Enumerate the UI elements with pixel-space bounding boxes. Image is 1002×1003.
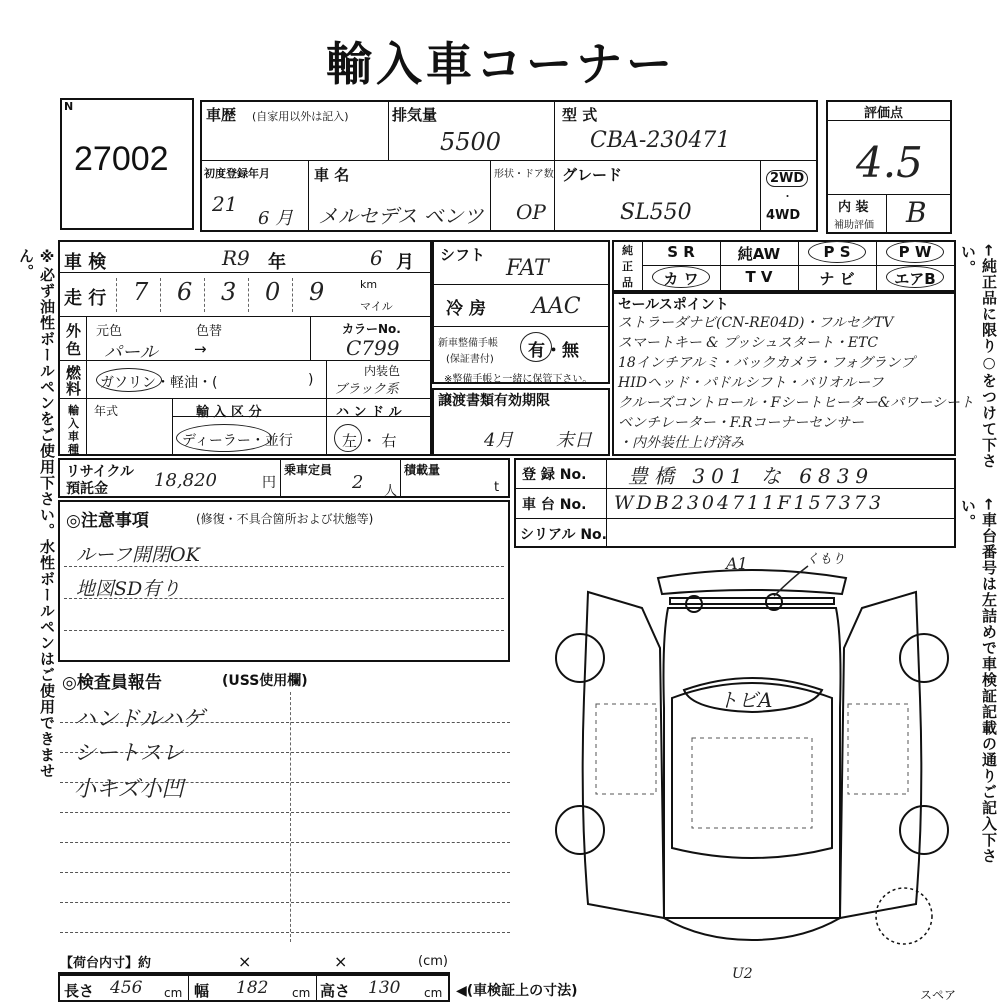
height-label: 高さ: [320, 982, 351, 1000]
shaken-era: R9: [222, 246, 250, 270]
mileage-digit: 7: [133, 278, 149, 306]
mileage-digit-cell: [116, 278, 157, 312]
shaken-label: 車 検: [64, 252, 107, 273]
maintenance-circle: [520, 332, 552, 362]
notes-label: ◎注意事項: [66, 511, 149, 531]
first-reg-month: 6 月: [258, 208, 294, 229]
capacity-value: 2: [352, 472, 364, 493]
interior-score-value: B: [906, 196, 927, 229]
lot-number: 27002: [74, 140, 169, 178]
transfer-month: 4月: [484, 430, 514, 451]
import-label-2: 入: [68, 417, 79, 430]
score-value: 4.5: [856, 138, 923, 187]
fuel-label-2: 料: [66, 380, 82, 398]
shift-value: FAT: [506, 256, 549, 281]
side-note-right-top: ←純正品に限り○をつけて下さい。: [959, 244, 998, 469]
genuine-label-3: 品: [622, 276, 633, 289]
maintenance-sub: (保証書付): [446, 354, 494, 365]
load-label: 積載量: [404, 463, 441, 477]
diagram-roof-mark: トビA: [718, 688, 773, 712]
shape-value: OP: [516, 200, 546, 224]
diagram-spare-label: スペア: [920, 988, 957, 1002]
page-title: 輸入車コーナー: [326, 37, 676, 91]
length-value: 456: [110, 978, 143, 998]
first-reg-label: 初度登録年月: [204, 167, 270, 180]
height-unit: cm: [424, 986, 443, 1000]
length-unit: cm: [164, 986, 183, 1000]
interior-color-label: 内装色: [364, 364, 401, 378]
ac-value: AAC: [532, 294, 581, 319]
notes-sub: (修復・不具合箇所および状態等): [196, 512, 374, 526]
mileage-digit-cell: [204, 278, 245, 312]
inspector-sub: (USS使用欄): [222, 673, 308, 689]
genuine-label-1: 純: [622, 244, 633, 257]
serial-label: シリアル No.: [520, 527, 607, 543]
mileage-digit: 9: [309, 278, 325, 306]
car-name-label: 車 名: [314, 166, 350, 184]
interior-score-label: 内 装: [838, 200, 869, 215]
cargo-x2: ×: [334, 952, 348, 971]
genuine-item: 純AW: [737, 245, 781, 263]
recycle-unit: 円: [262, 475, 276, 491]
lot-corner-mark: N: [64, 100, 74, 113]
capacity-label: 乗車定員: [284, 463, 333, 477]
shaken-year-label: 年: [268, 252, 286, 273]
mileage-digit-cell: [292, 278, 333, 312]
import-class-value: ディーラー・並行: [182, 433, 293, 449]
chassis-value: WDB2304711F157373: [614, 492, 885, 514]
fuel-label-1: 燃: [66, 364, 82, 382]
shaken-month: 6: [370, 246, 383, 270]
model-value: CBA-230471: [590, 128, 731, 153]
exterior-color-value: パール: [104, 342, 158, 363]
inspector-line-3: 小キズ小凹: [74, 777, 184, 802]
diagram-bottom-mark: U2: [732, 966, 753, 982]
color-no-label: カラーNo.: [342, 322, 401, 336]
recycle-label-1: リサイクル: [66, 464, 135, 480]
notes-line-2: 地図SD有り: [76, 578, 181, 600]
import-class-label: 輸 入 区 分: [196, 405, 262, 420]
fuel-close: ): [308, 372, 314, 388]
mileage-unit-km: km: [360, 278, 378, 291]
sales-point-line: ・内外装仕上げ済み: [618, 435, 744, 451]
handle-label: ハ ン ド ル: [336, 405, 402, 420]
transfer-label: 譲渡書類有効期限: [438, 393, 550, 409]
genuine-item-circle: [652, 266, 710, 288]
grade-label: グレード: [562, 166, 623, 184]
drive-2wd: 2WD: [766, 170, 808, 187]
interior-color-value: ブラック系: [334, 382, 399, 397]
inspector-dash-line: [60, 872, 510, 873]
sales-point-line: HIDヘッド・パドルシフト・バリオルーフ: [618, 375, 884, 391]
shift-label: シフト: [440, 246, 486, 264]
displacement-value: 5500: [440, 128, 502, 156]
registration-label: 登 録 No.: [522, 467, 587, 483]
ac-label: 冷 房: [446, 299, 486, 319]
history-label: 車歴: [206, 106, 237, 124]
car-diagram: [552, 548, 952, 958]
maintenance-label: 新車整備手帳: [438, 338, 498, 349]
registration-value: 豊橋 301 な 6839: [628, 464, 875, 488]
cargo-label: 【荷台内寸】約: [60, 956, 152, 971]
diagram-kumori: くもり: [806, 552, 846, 567]
import-label-3: 車: [68, 430, 79, 443]
side-note-right-bottom: ←車台番号は左詰めで車検証記載の通りご記入下さい。: [959, 498, 998, 864]
fuel-value: ガソリン・軽油・(: [100, 375, 218, 391]
color-no-value: C799: [346, 336, 400, 360]
inspector-dash-line: [60, 902, 510, 903]
inspector-line-1: ハンドルハゲ: [74, 707, 205, 732]
mileage-label: 走 行: [64, 288, 107, 309]
sales-point-line: ベンチレーター・F.Rコーナーセンサー: [618, 415, 864, 431]
inspector-label: ◎検査員報告: [62, 673, 162, 693]
genuine-item: P W: [898, 243, 932, 261]
load-unit: t: [494, 480, 500, 495]
inspector-dash-line: [60, 932, 510, 933]
side-note-left: ※必ず油性ボールペンをご使用下さい。水性ボールペンはご使用できません。: [17, 248, 56, 779]
handle-value: 左 ・ 右: [342, 432, 397, 450]
score-label: 評価点: [864, 106, 904, 121]
recycle-label-2: 預託金: [66, 481, 108, 497]
sales-point-line: スマートキー & プッシュスタート・ETC: [618, 335, 879, 351]
history-note: (自家用以外は記入): [252, 110, 349, 123]
first-reg-year: 21: [212, 192, 238, 216]
sales-point-line: ストラーダナビ(CN-RE04D)・フルセグTV: [618, 315, 894, 331]
maintenance-note: ※整備手帳と一緒に保管下さい。: [444, 374, 593, 385]
recycle-value: 18,820: [154, 470, 217, 491]
fuel-selected-circle: [96, 368, 162, 392]
genuine-item: ナ ビ: [819, 270, 855, 288]
import-label-4: 種: [68, 443, 79, 456]
cargo-x1: ×: [238, 952, 252, 971]
exterior-change-label: 色替: [196, 324, 223, 339]
transfer-day: 末日: [556, 430, 592, 451]
car-name-value: メルセデス ベンツ: [318, 204, 484, 228]
mileage-digit-cell: [248, 278, 289, 312]
sales-point-line: 18インチアルミ・バックカメラ・フォグランプ: [618, 355, 915, 371]
genuine-item: T V: [745, 268, 773, 286]
inspector-dash-line: [60, 842, 510, 843]
length-label: 長さ: [64, 982, 95, 1000]
capacity-unit: 人: [384, 484, 398, 499]
mileage-digit: 3: [221, 278, 237, 306]
genuine-item: カ ワ: [663, 270, 699, 288]
genuine-item-circle: [886, 266, 944, 288]
exterior-label-2: 色: [66, 340, 82, 358]
sales-point-line: クルーズコントロール・Fシートヒーター&パワーシート: [618, 395, 974, 411]
mileage-digit: 0: [265, 278, 281, 306]
height-value: 130: [368, 978, 401, 998]
genuine-item-circle: [808, 241, 866, 263]
mileage-unit-mile: マイル: [360, 300, 393, 313]
shaken-month-label: 月: [396, 252, 414, 273]
grade-value: SL550: [620, 200, 692, 225]
import-year-label: 年式: [94, 404, 119, 418]
interior-score-sub: 補助評価: [834, 220, 874, 231]
width-unit: cm: [292, 986, 311, 1000]
model-label: 型 式: [562, 106, 598, 124]
shape-label: 形状・ドア数: [494, 169, 554, 180]
drive-4wd: 4WD: [766, 208, 801, 223]
dimensions-note: ◀(車検証上の寸法): [456, 983, 578, 999]
exterior-label-1: 外: [66, 322, 82, 340]
width-value: 182: [236, 978, 269, 998]
genuine-item: エアB: [894, 270, 936, 288]
exterior-arrow: →: [194, 340, 207, 358]
notes-line-1: ルーフ開閉OK: [76, 544, 200, 566]
inspector-dash-line: [60, 812, 510, 813]
maintenance-value: 有・無: [528, 341, 579, 361]
width-label: 幅: [194, 982, 210, 1000]
genuine-item: S R: [667, 243, 695, 261]
mileage-digit: 6: [177, 278, 193, 306]
sales-points-label: セールスポイント: [618, 297, 729, 313]
drive-dot: ・: [782, 190, 793, 203]
chassis-label: 車 台 No.: [522, 497, 587, 513]
genuine-item: P S: [823, 243, 851, 261]
mileage-digit-cell: [160, 278, 201, 312]
inspector-line-2: シートスレ: [74, 741, 184, 766]
cargo-unit: (cm): [418, 954, 448, 969]
import-label-1: 輸: [68, 404, 79, 417]
import-class-circle: [176, 424, 272, 452]
diagram-a1: A1: [726, 554, 748, 573]
genuine-label-2: 正: [622, 260, 633, 273]
genuine-item-circle: [886, 241, 944, 263]
displacement-label: 排気量: [392, 106, 438, 124]
exterior-original-label: 元色: [96, 324, 123, 339]
handle-circle: [334, 424, 362, 452]
